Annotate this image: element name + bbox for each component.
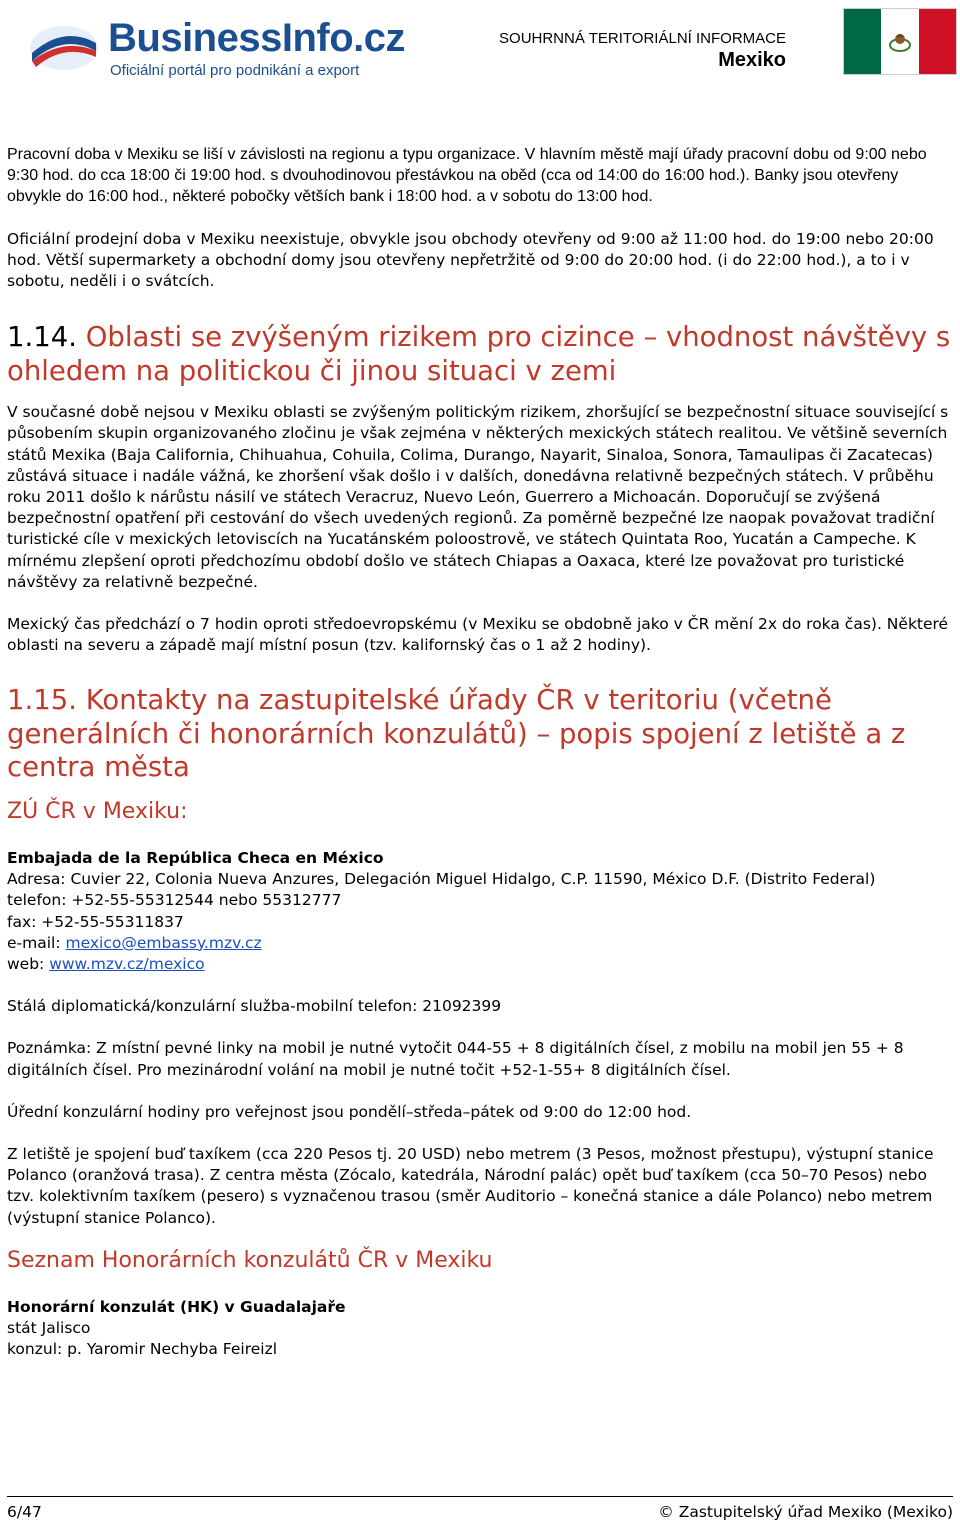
flag-emblem-icon	[887, 29, 913, 55]
embassy-subheading: ZÚ ČR v Mexiku:	[7, 798, 188, 824]
embassy-address: Adresa: Cuvier 22, Colonia Nueva Anzures, Delegación Miguel Hidalgo, C.P. 11590, México D.F. (Distrito Federal)	[7, 870, 876, 889]
honorary-consulates-heading: Seznam Honorárních konzulátů ČR v Mexiku	[7, 1247, 493, 1273]
mexico-flag-icon	[843, 8, 957, 75]
section-number: 1.14.	[7, 321, 77, 354]
page-number: 6/47	[7, 1503, 42, 1521]
document-kicker: SOUHRNNÁ TERITORIÁLNÍ INFORMACE	[499, 30, 786, 47]
section-heading-1-15	[7, 684, 953, 785]
embassy-contact	[7, 848, 953, 975]
section-heading-1-14	[7, 321, 953, 388]
dialing-note-paragraph: Poznámka: Z místní pevné linky na mobil je nutné vytočit 044-55 + 8 digitálních čísel, z mobilu na mobil jen 55 + 8 digitálních čísel. Pro mezinárodní volání na mobil je nutné točit +52-1-55+ 8 digitálních čísel.	[7, 1039, 904, 1079]
embassy-fax: fax: +52-55-55311837	[7, 912, 184, 931]
embassy-phone: telefon: +52-55-55312544 nebo 55312777	[7, 891, 342, 910]
section-title: Kontakty na zastupitelské úřady ČR v teritoriu (včetně generálních či honorárních konzulátů) – popis spojení z letiště a z centra města	[7, 684, 906, 784]
logo-title: BusinessInfo.cz	[108, 16, 406, 60]
email-link[interactable]: mexico@embassy.mzv.cz	[65, 933, 262, 952]
copyright-notice: © Zastupitelský úřad Mexiko (Mexiko)	[658, 1503, 953, 1521]
working-hours-paragraph: Pracovní doba v Mexiku se liší v závislosti na regionu a typu organizace. V hlavním městě mají úřady pracovní dobu od 9:00 nebo 9:30 hod. do cca 18:00 či 19:00 hod. s dvouhodinovou přestávkou na oběd (cca od 14:00 do 16:00 hod.). Banky jsou otevřeny obvykle do 16:00 hod., některé pobočky větších bank i 18:00 hod. a v sobotu do 13:00 hod.	[7, 146, 927, 206]
mobile-service-paragraph: Stálá diplomatická/konzulární služba-mobilní telefon: 21092399	[7, 997, 502, 1016]
document-body	[7, 144, 953, 1360]
consular-hours-paragraph: Úřední konzulární hodiny pro veřejnost jsou pondělí–středa–pátek od 9:00 do 12:00 hod.	[7, 1102, 692, 1121]
document-type	[499, 30, 786, 72]
web-label: web:	[7, 954, 50, 973]
section-title: Oblasti se zvýšeným rizikem pro cizince – vhodnost návštěvy s ohledem na politickou či jinou situaci v zemi	[7, 321, 951, 387]
risk-areas-paragraph: V současné době nejsou v Mexiku oblasti se zvýšeným politickým rizikem, zhoršující se bezpečnostní situace související s působením skupin organizovaného zločinu je však zejména v některých mexických státech realitou. Ve většině severních států Mexika (Baja California, Chihuahua, Cohuila, Colima, Durango, Nayarit, Sinaloa, Sonora, Tamaulipas či Zacatecas) zůstává situace i nadále vážná, ke zhoršení však došlo i v dalších, donedávna relativně bezpečných státech. V průběhu roku 2011 došlo k nárůstu násilí ve státech Veracruz, Nuevo León, Guerrero a Michoacán. Doporučují se zvýšená bezpečnostní opatření při cestování do všech uvedených regionů. Za poměrně bezpečné lze naopak považovat tradiční turistické cíle v mexických letoviscích na Yucatánském poloostrově, ve státech Quintata Roo, Yucatán a Campeche. K mírnému zlepšení oproti předchozímu období došlo ve státech Chiapas a Oaxaca, které lze považovat pro turistické návštěvy za relativně bezpečné.	[7, 403, 949, 591]
businessinfo-logo[interactable]	[28, 16, 406, 80]
section-number: 1.15.	[7, 684, 77, 717]
email-label: e-mail:	[7, 933, 66, 952]
embassy-web-row	[7, 954, 953, 975]
time-zone-paragraph: Mexický čas předchází o 7 hodin oproti středoevropskému (v Mexiku se obdobně jako v ČR mění 2x do roka čas). Některé oblasti na severu a západě mají místní posun (tzv. kalifornský čas o 1 až 2 hodiny).	[7, 615, 949, 655]
honorary-consulate-entry	[7, 1297, 953, 1361]
consul-name: konzul: p. Yaromir Nechyba Feireizl	[7, 1340, 278, 1359]
country-name: Mexiko	[718, 49, 786, 71]
logo-subtitle: Oficiální portál pro podnikání a export	[110, 62, 360, 79]
airport-connection-paragraph: Z letiště je spojení buď taxíkem (cca 220 Pesos tj. 20 USD) nebo metrem (3 Pesos, možnost přestupu), výstupní stanice Polanco (oranžová trasa). Z centra města (Zócalo, katedrála, Národní palác) opět buď taxíkem (cca 50–70 Pesos) nebo tzv. kolektivním taxíkem (pesero) s vyznačenou trasou (směr Auditorio – konečná stanice a dále Polanco) nebo metrem (výstupní stanice Polanco).	[7, 1144, 934, 1227]
consulate-state: stát Jalisco	[7, 1319, 91, 1337]
businessinfo-logo-icon	[28, 23, 100, 73]
embassy-email-row	[7, 933, 953, 954]
consulate-name: Honorární konzulát (HK) v Guadalajaře	[7, 1297, 346, 1316]
embassy-name: Embajada de la República Checa en México	[7, 848, 384, 867]
page-footer	[7, 1496, 953, 1521]
page-header	[0, 0, 960, 86]
shopping-hours-paragraph: Oficiální prodejní doba v Mexiku neexistuje, obvykle jsou obchody otevřeny od 9:00 až 11:00 hod. do 19:00 nebo 20:00 hod. Větší supermarkety a obchodní domy jsou otevřeny nepřetržitě od 9:00 do 20:00 hod. (i do 22:00 hod.), a to i v sobotu, neděli i o svátcích.	[7, 229, 934, 291]
web-link[interactable]: www.mzv.cz/mexico	[49, 954, 205, 973]
